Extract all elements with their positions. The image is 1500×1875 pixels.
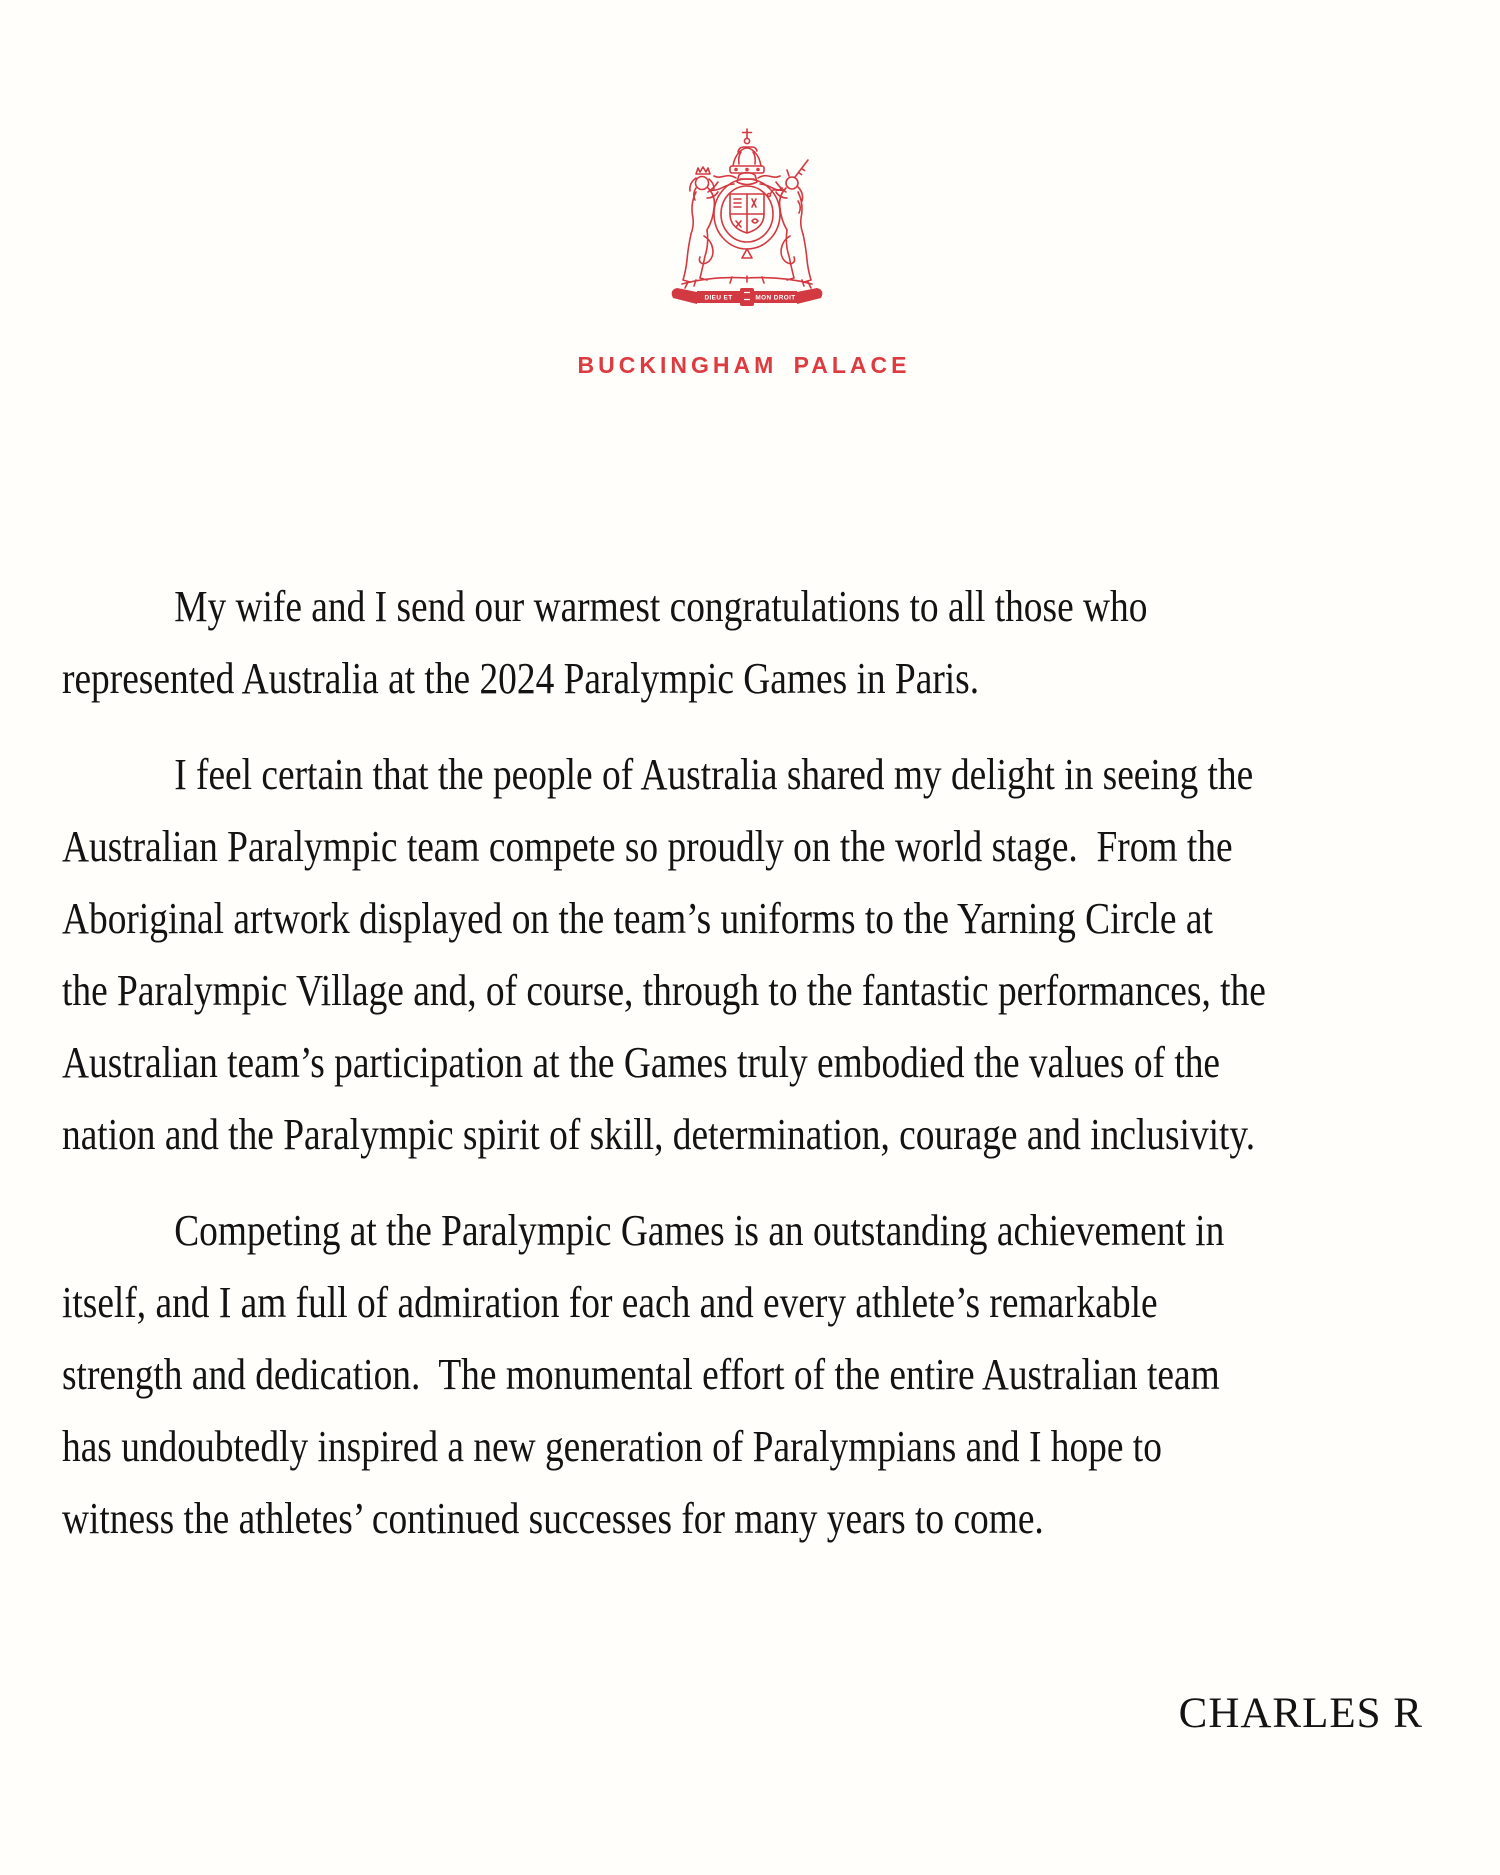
crest-motto-ribbon [672,288,823,306]
letter-line: nation and the Paralympic spirit of skill, determination, courage and inclusivity. [62,1110,1256,1159]
letterhead-title: BUCKINGHAM PALACE [577,352,911,378]
letter-line: witness the athletes’ continued successes for many years to come. [62,1494,1044,1543]
paragraph [62,571,1266,715]
letter-line: represented Australia at the 2024 Paralympic Games in Paris. [62,654,980,703]
letter-line: has undoubtedly inspired a new generation of Paralympians and I hope to [62,1422,1162,1471]
crest-motto-left-text: DIEU ET [704,294,733,302]
letter-line: I feel certain that the people of Australia shared my delight in seeing the [174,750,1254,799]
letter-line: itself, and I am full of admiration for each and every athlete’s remarkable [62,1278,1158,1327]
letter-line: Australian Paralympic team compete so proudly on the world stage. From the [62,822,1233,871]
letter-line: Aboriginal artwork displayed on the team’s uniforms to the Yarning Circle at [62,894,1213,943]
signature: CHARLES R [1178,1690,1423,1737]
paragraph [62,1195,1266,1555]
royal-coat-of-arms-icon [652,126,842,308]
paragraph [62,739,1266,1171]
letter-line: the Paralympic Village and, of course, through to the fantastic performances, the [62,966,1266,1015]
letter-line: Competing at the Paralympic Games is an outstanding achievement in [174,1206,1225,1255]
letter-line: strength and dedication. The monumental effort of the entire Australian team [62,1350,1220,1399]
crest-motto-right-text: MON DROIT [755,294,796,302]
letter-line: My wife and I send our warmest congratulations to all those who [174,582,1148,631]
letter-body [62,571,1266,1579]
letter-line: Australian team’s participation at the Games truly embodied the values of the [62,1038,1221,1087]
